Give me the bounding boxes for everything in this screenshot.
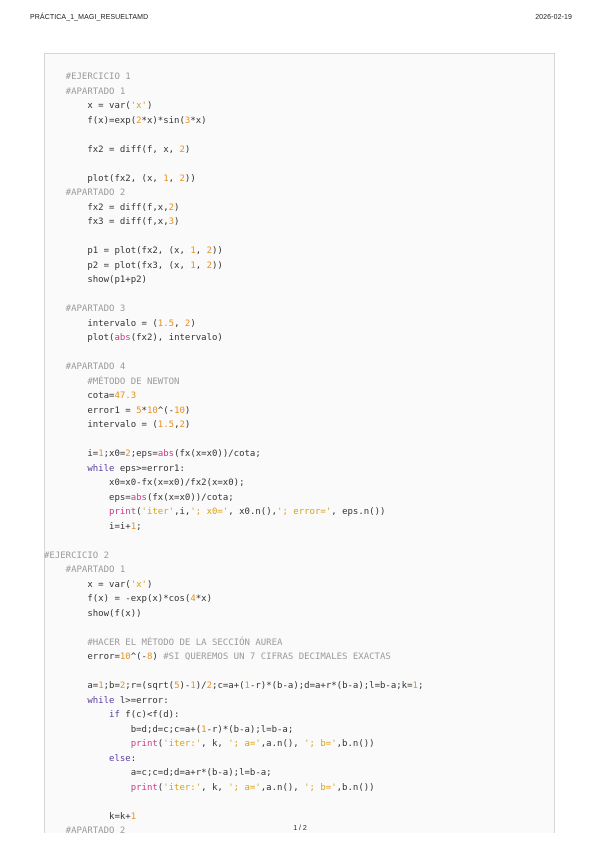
- code-token: (: [157, 782, 164, 793]
- code-token: #APARTADO 2: [44, 826, 126, 836]
- code-token: :: [130, 753, 137, 764]
- code-token: *x): [190, 115, 207, 126]
- code-line: [44, 215, 564, 230]
- code-token: 1: [163, 173, 169, 184]
- code-token: i=: [44, 449, 99, 459]
- code-token: 10: [174, 405, 185, 416]
- code-token: 2: [179, 420, 185, 430]
- code-token: abs: [114, 333, 131, 343]
- code-line: [44, 476, 564, 491]
- code-token: show(p1+p2): [44, 275, 147, 285]
- code-line: [44, 273, 564, 288]
- code-line: [44, 418, 564, 433]
- code-token: error=: [44, 652, 120, 662]
- code-token: 3: [184, 115, 191, 126]
- code-token: '; error=': [277, 507, 332, 517]
- code-token: ^(-: [157, 405, 175, 416]
- code-token: ): [152, 652, 164, 662]
- code-token: #SI QUEREMOS UN 7 CIFRAS DECIMALES EXACTAS: [163, 652, 391, 662]
- code-line: [44, 665, 564, 680]
- code-token: ^(-: [130, 652, 147, 662]
- code-token: f(x) = -exp(x)*cos(: [44, 594, 191, 604]
- code-line: [44, 389, 564, 404]
- code-token: , eps.n()): [331, 507, 386, 517]
- code-token: #APARTADO 1: [44, 565, 126, 575]
- code-token: 8: [146, 652, 153, 662]
- code-token: ;b=: [103, 681, 120, 691]
- code-token: 1: [98, 681, 104, 691]
- code-line: [44, 781, 564, 796]
- code-token: x = var(: [44, 101, 131, 111]
- code-line: [44, 346, 564, 361]
- code-token: -r)*(b-a);d=a+r*(b-a);l=b-a;k=: [249, 681, 413, 691]
- code-line: [44, 375, 564, 390]
- code-token: ,a.n(),: [260, 782, 305, 793]
- code-token: #APARTADO 2: [44, 188, 126, 198]
- code-token: ): [184, 405, 191, 416]
- code-line: [44, 549, 564, 564]
- code-token: ): [184, 420, 191, 430]
- code-token: 2: [125, 449, 131, 459]
- code-token: 5: [136, 405, 142, 416]
- code-token: 2: [168, 202, 175, 213]
- code-token: #MÉTODO DE NEWTON: [44, 376, 180, 387]
- code-line: [44, 244, 564, 259]
- code-token: ): [174, 217, 180, 227]
- code-token: 5: [174, 681, 180, 691]
- code-token: '; b=': [304, 782, 337, 793]
- code-line: [44, 795, 564, 810]
- code-token: ,: [195, 260, 207, 271]
- code-line: [44, 317, 564, 332]
- code-line: [44, 520, 564, 535]
- code-token: intervalo = (: [44, 420, 158, 430]
- code-token: intervalo = (: [44, 318, 158, 329]
- code-token: 'iter:': [163, 739, 202, 749]
- code-token: , k,: [201, 782, 229, 793]
- code-token: 1: [190, 260, 196, 271]
- code-token: l>=error:: [114, 695, 169, 706]
- code-token: 10: [146, 405, 158, 416]
- code-token: if: [44, 710, 120, 720]
- code-token: 1: [130, 811, 137, 822]
- code-token: 'x': [130, 579, 147, 590]
- code-token: 10: [119, 652, 131, 662]
- code-token: (: [157, 739, 164, 749]
- code-token: ): [174, 202, 180, 213]
- code-token: #EJERCICIO 1: [44, 72, 131, 82]
- code-block: [44, 70, 564, 839]
- code-token: 2: [206, 681, 213, 691]
- code-token: a=: [44, 681, 99, 691]
- code-line: [44, 230, 564, 245]
- code-line: [44, 114, 564, 129]
- code-token: 'iter': [141, 507, 175, 517]
- code-token: k=k+: [44, 811, 131, 822]
- code-token: while: [44, 463, 115, 474]
- code-line: [44, 505, 564, 520]
- code-token: , k,: [201, 739, 229, 749]
- code-token: 2: [206, 260, 212, 271]
- code-line: [44, 85, 564, 100]
- code-token: x0=x0-fx(x=x0)/fx2(x=x0);: [44, 478, 245, 488]
- code-token: fx3 = diff(f,x,: [44, 217, 169, 227]
- code-token: ;x0=: [103, 449, 126, 459]
- code-token: p2 = plot(fx3, (x,: [44, 260, 191, 271]
- document-date: 2026-02-19: [535, 14, 572, 21]
- code-token: show(f(x)): [44, 608, 142, 619]
- code-token: print: [44, 507, 137, 517]
- code-token: )-: [179, 681, 191, 691]
- code-line: [44, 360, 564, 375]
- code-token: plot(: [44, 333, 115, 343]
- code-token: 1.5: [157, 420, 175, 430]
- code-token: print: [44, 782, 158, 793]
- code-line: [44, 70, 564, 85]
- code-token: 1.5: [157, 318, 175, 329]
- code-token: )): [212, 246, 223, 256]
- code-token: 2: [119, 681, 126, 691]
- code-token: 1: [190, 246, 196, 256]
- code-token: 47.3: [114, 391, 137, 401]
- code-token: 4: [190, 594, 196, 604]
- code-token: (fx(x=x0))/cota;: [174, 449, 261, 459]
- code-token: ;: [417, 681, 424, 691]
- code-line: [44, 157, 564, 172]
- code-token: '; a=': [228, 739, 261, 749]
- code-token: 2: [206, 246, 212, 256]
- code-token: '; x0=': [190, 507, 229, 517]
- code-token: cota=: [44, 391, 115, 401]
- code-line: [44, 447, 564, 462]
- code-token: ,: [174, 420, 180, 430]
- code-token: #HACER EL MÉTODO DE LA SECCIÓN AUREA: [44, 637, 283, 648]
- code-token: 1: [201, 724, 207, 735]
- code-line: [44, 99, 564, 114]
- code-token: 'iter:': [163, 782, 202, 793]
- code-token: -r)*(b-a);l=b-a;: [206, 724, 294, 735]
- code-token: ,: [174, 318, 185, 329]
- code-token: ;eps=: [130, 449, 158, 459]
- code-line: [44, 172, 564, 187]
- code-line: [44, 636, 564, 651]
- code-token: fx2 = diff(f,x,: [44, 202, 169, 213]
- code-token: a=c;c=d;d=a+r*(b-a);l=b-a;: [44, 768, 272, 778]
- code-token: abs: [130, 492, 147, 503]
- code-token: 1: [130, 521, 137, 532]
- code-token: )/: [195, 681, 207, 691]
- code-token: (: [136, 507, 142, 517]
- code-token: error1 =: [44, 405, 137, 416]
- code-token: ): [146, 579, 153, 590]
- code-token: else: [44, 753, 131, 764]
- code-line: [44, 143, 564, 158]
- code-token: ,a.n(),: [260, 739, 305, 749]
- code-token: (fx2), intervalo): [130, 333, 223, 343]
- code-token: f(c)<f(d):: [119, 710, 180, 720]
- code-line: [44, 578, 564, 593]
- code-token: ,b.n()): [336, 739, 375, 749]
- code-token: i=i+: [44, 521, 131, 532]
- code-token: ,b.n()): [336, 782, 375, 793]
- code-token: #EJERCICIO 2: [44, 550, 110, 561]
- code-line: [44, 302, 564, 317]
- code-line: [44, 679, 564, 694]
- code-line: [44, 186, 564, 201]
- code-token: ): [146, 101, 153, 111]
- code-token: f(x)=exp(: [44, 115, 137, 126]
- code-token: #APARTADO 3: [44, 304, 126, 314]
- code-token: 2: [184, 318, 191, 329]
- code-line: [44, 259, 564, 274]
- document-title: PRÁCTICA_1_MAGI_RESUELTAMD: [30, 14, 149, 21]
- code-line: [44, 607, 564, 622]
- code-token: b=d;d=c;c=a+(: [44, 724, 202, 735]
- code-token: while: [44, 695, 115, 706]
- code-line: [44, 128, 564, 143]
- code-line: [44, 563, 564, 578]
- code-token: 1: [190, 681, 196, 691]
- code-token: ,: [168, 173, 180, 184]
- code-token: )): [184, 173, 196, 184]
- code-line: [44, 752, 564, 767]
- code-line: [44, 534, 564, 549]
- code-token: fx2 = diff(f, x,: [44, 144, 180, 155]
- code-token: '; b=': [304, 739, 337, 749]
- code-token: 1: [98, 449, 104, 459]
- code-line: [44, 810, 564, 825]
- code-token: *: [141, 405, 147, 416]
- code-line: [44, 592, 564, 607]
- code-line: [44, 462, 564, 477]
- code-token: #APARTADO 1: [44, 86, 126, 97]
- code-token: eps>=error1:: [114, 463, 185, 474]
- code-token: ;r=(sqrt(: [125, 681, 175, 691]
- code-token: ;c=a+(: [212, 681, 245, 691]
- code-token: )): [212, 260, 223, 271]
- code-token: ): [190, 318, 196, 329]
- code-line: [44, 650, 564, 665]
- code-token: print: [44, 739, 158, 749]
- code-token: 'x': [130, 101, 147, 111]
- code-line: [44, 766, 564, 781]
- code-token: (fx(x=x0))/cota;: [146, 492, 234, 503]
- code-line: [44, 288, 564, 303]
- page-number: 1 / 2: [293, 825, 307, 832]
- code-line: [44, 708, 564, 723]
- code-line: [44, 201, 564, 216]
- code-line: [44, 723, 564, 738]
- code-token: '; a=': [228, 782, 261, 793]
- code-token: p1 = plot(fx2, (x,: [44, 246, 191, 256]
- code-line: [44, 621, 564, 636]
- code-line: [44, 404, 564, 419]
- code-token: abs: [157, 449, 175, 459]
- code-token: plot(fx2, (x,: [44, 173, 164, 184]
- code-line: [44, 433, 564, 448]
- code-token: #APARTADO 4: [44, 362, 126, 372]
- code-token: ;: [136, 521, 142, 532]
- code-line: [44, 694, 564, 709]
- code-token: 1: [244, 681, 250, 691]
- code-token: *x): [195, 594, 212, 604]
- code-token: , x0.n(),: [228, 507, 278, 517]
- code-token: ,: [195, 246, 207, 256]
- code-line: [44, 491, 564, 506]
- code-token: ,i,: [174, 507, 191, 517]
- code-token: 2: [179, 144, 185, 155]
- code-token: eps=: [44, 492, 131, 503]
- code-line: [44, 331, 564, 346]
- code-token: ): [184, 144, 191, 155]
- code-token: 2: [179, 173, 185, 184]
- code-token: 2: [136, 115, 142, 126]
- code-token: 3: [168, 217, 175, 227]
- code-line: [44, 737, 564, 752]
- code-token: *x)*sin(: [141, 115, 185, 126]
- code-token: x = var(: [44, 579, 131, 590]
- code-token: 1: [412, 681, 418, 691]
